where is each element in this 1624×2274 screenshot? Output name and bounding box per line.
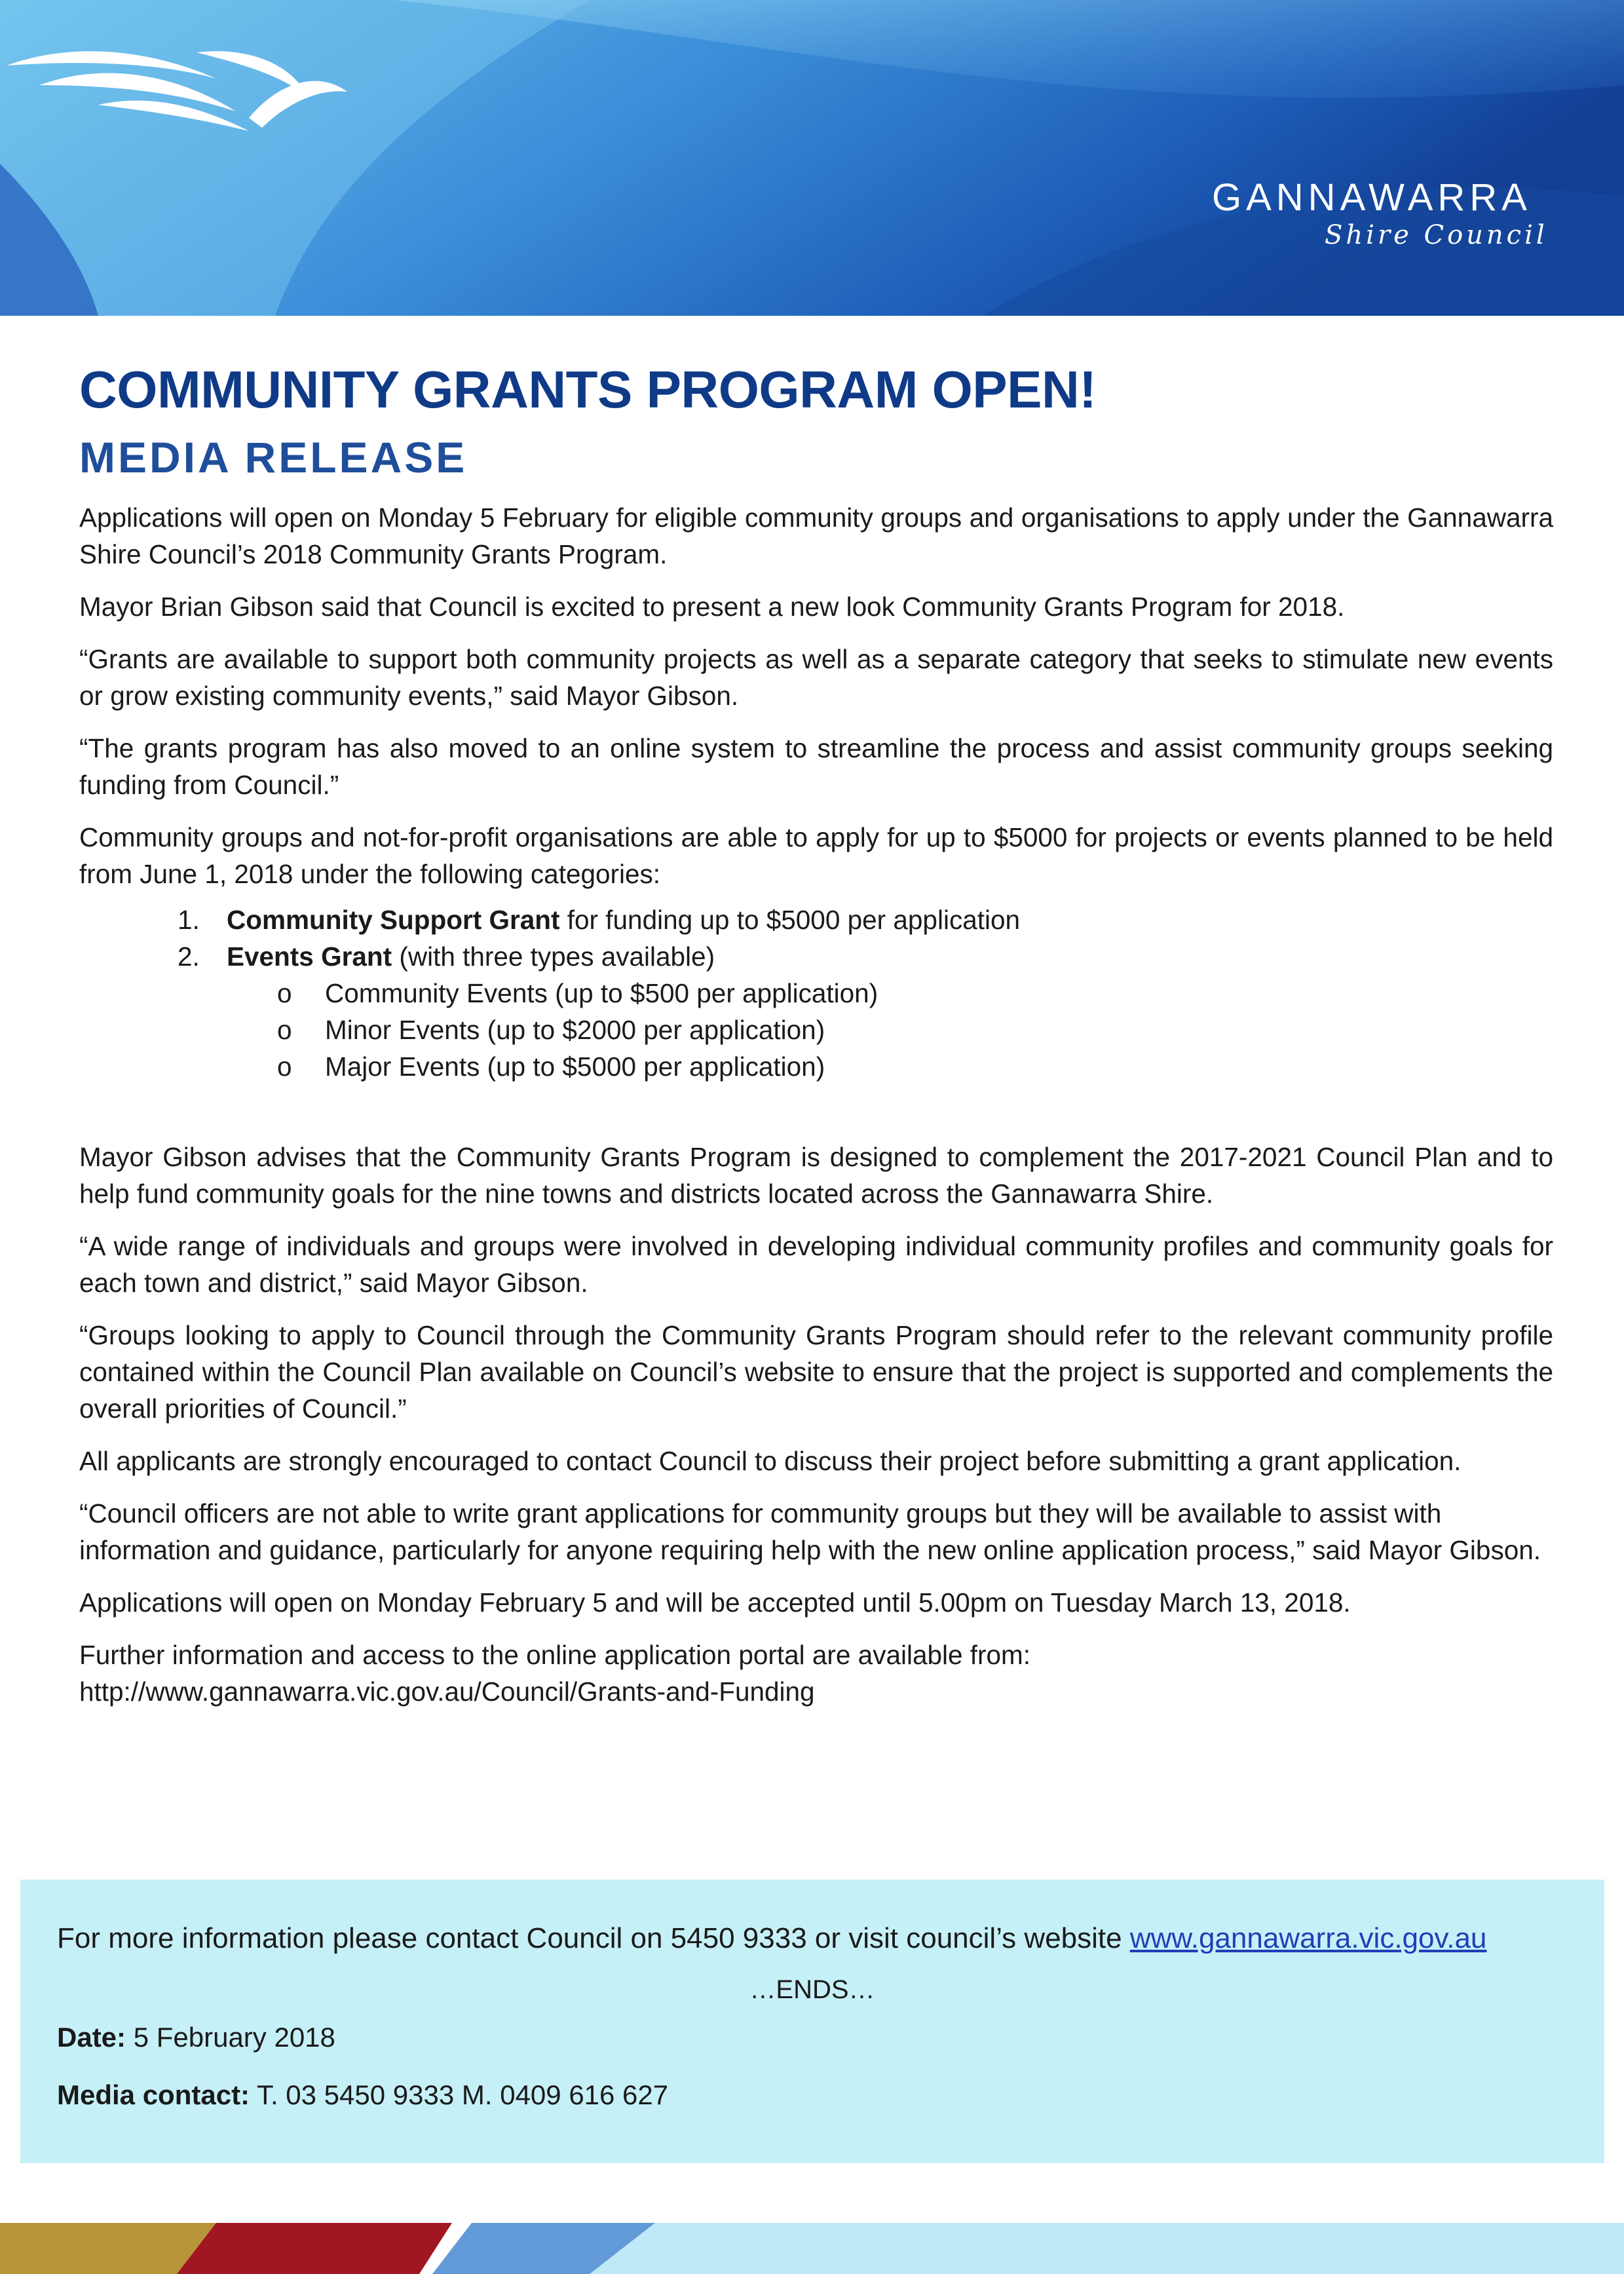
bullet-icon: o [277, 978, 292, 1008]
website-link[interactable]: www.gannawarra.vic.gov.au [1129, 1922, 1487, 1954]
org-name: GANNAWARRA [1212, 176, 1532, 219]
paragraph: Mayor Gibson advises that the Community Grants Program is designed to complement the 2017-2021 Council Plan and to help fund community goals for the nine towns and districts located across the Gannawarra Shire. [79, 1142, 1553, 1209]
gannawarra-logo-icon [0, 0, 354, 177]
list-number: 1. [178, 905, 200, 935]
header-banner [0, 0, 1624, 316]
list-item [79, 1048, 1553, 1085]
list-item [79, 1012, 1553, 1048]
paragraph: Applications will open on Monday February 5 and will be accepted until 5.00pm on Tuesday March 13, 2018. [79, 1587, 1351, 1618]
date-label: Date: [57, 2022, 126, 2053]
list-item [79, 901, 1553, 938]
ends-marker: …ENDS… [749, 1975, 875, 2004]
page-subtitle: MEDIA RELEASE [79, 433, 468, 482]
event-type: Community Events (up to $500 per application) [325, 978, 878, 1008]
event-type: Major Events (up to $5000 per application) [325, 1052, 825, 1082]
category-name: Community Support Grant [227, 905, 560, 935]
contact-box [20, 1880, 1604, 2163]
paragraph: Applications will open on Monday 5 February for eligible community groups and organisations to apply under the Gannawarra Shire Council’s 2018 Community Grants Program. [79, 502, 1553, 569]
further-info-text: Further information and access to the online application portal are available from: [79, 1640, 1031, 1670]
footer-red-stripe [177, 2223, 459, 2274]
date-value: 5 February 2018 [126, 2022, 335, 2053]
list-number: 2. [178, 941, 200, 972]
media-contact [57, 2076, 668, 2114]
org-subtitle: Shire Council [1325, 220, 1548, 250]
category-detail: for funding up to $5000 per application [559, 905, 1021, 935]
release-date [57, 2018, 335, 2056]
paragraph: All applicants are strongly encouraged to contact Council to discuss their project before submitting a grant application. [79, 1446, 1462, 1476]
paragraph: “A wide range of individuals and groups were involved in developing individual community profiles and community goals for each town and district,” said Mayor Gibson. [79, 1231, 1553, 1298]
media-contact-label: Media contact: [57, 2079, 250, 2110]
paragraph: Mayor Brian Gibson said that Council is excited to present a new look Community Grants Program for 2018. [79, 592, 1345, 622]
bullet-icon: o [277, 1052, 292, 1082]
media-release-body [79, 354, 1553, 1726]
paragraph: “Grants are available to support both community projects as well as a separate category that seeks to stimulate new events or grow existing community events,” said Mayor Gibson. [79, 644, 1553, 711]
bullet-icon: o [277, 1015, 292, 1045]
grants-url: http://www.gannawarra.vic.gov.au/Council/Grants-and-Funding [79, 1677, 815, 1707]
media-contact-value: T. 03 5450 9333 M. 0409 616 627 [250, 2079, 669, 2110]
further-info [79, 1637, 1553, 1710]
event-type: Minor Events (up to $2000 per application) [325, 1015, 825, 1045]
list-item [79, 975, 1553, 1012]
category-detail: (with three types available) [392, 941, 715, 972]
paragraph: “Council officers are not able to write grant applications for community groups but they will be available to assist with information and guidance, particularly for anyone requiring help with the new online application process,” said Mayor Gibson. [79, 1498, 1541, 1565]
footer-stripes [0, 2223, 1624, 2274]
paragraph: “The grants program has also moved to an online system to streamline the process and assist community groups seeking funding from Council.” [79, 733, 1553, 800]
category-name: Events Grant [227, 941, 392, 972]
contact-info [57, 1919, 1486, 1958]
page-title: COMMUNITY GRANTS PROGRAM OPEN! [79, 360, 1097, 419]
event-types-list [79, 975, 1553, 1085]
categories-list [79, 901, 1553, 1085]
paragraph: Community groups and not-for-profit organisations are able to apply for up to $5000 for projects or events planned to be held from June 1, 2018 under the following categories: [79, 822, 1553, 889]
contact-text: For more information please contact Council on 5450 9333 or visit council’s website [57, 1922, 1130, 1954]
list-item [79, 938, 1553, 975]
paragraph: “Groups looking to apply to Council through the Community Grants Program should refer to the relevant community profile contained within the Council Plan available on Council’s website to ensure that the project is supported and complements the overall priorities of Council.” [79, 1320, 1553, 1424]
